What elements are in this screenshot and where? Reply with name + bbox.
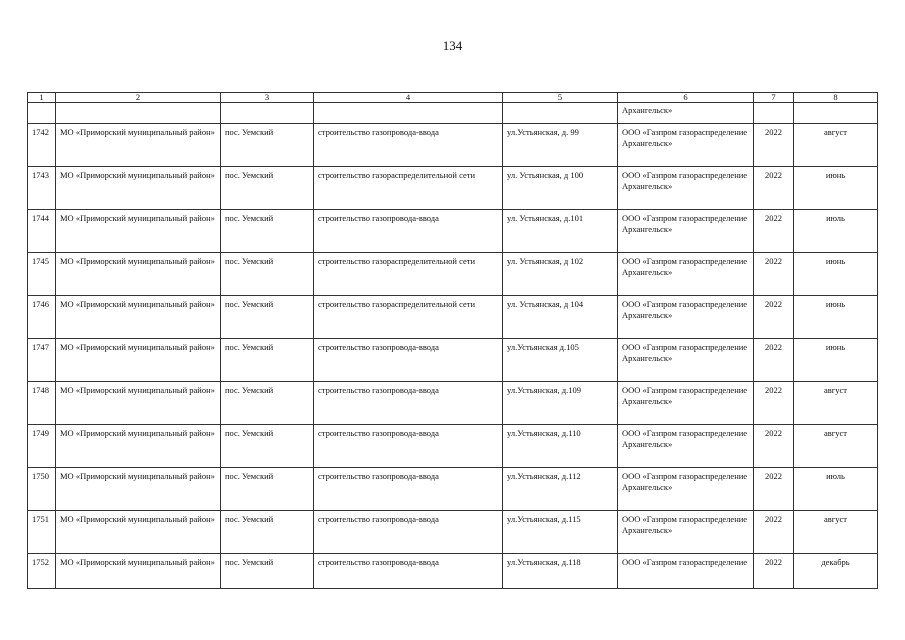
settlement-cell: пос. Уемский xyxy=(221,511,314,554)
address-cell: ул. Устьянская, д 104 xyxy=(503,296,618,339)
year-cell: 2022 xyxy=(754,468,794,511)
district-cell: МО «Приморский муниципальный район» xyxy=(56,511,221,554)
year-cell: 2022 xyxy=(754,210,794,253)
page-number: 134 xyxy=(442,38,463,53)
company-cell: ООО «Газпром газораспределение Архангельск» xyxy=(618,339,754,382)
work-type-cell: строительство газораспределительной сети xyxy=(314,296,503,339)
district-cell: МО «Приморский муниципальный район» xyxy=(56,339,221,382)
work-type-cell: строительство газопровода-ввода xyxy=(314,468,503,511)
company-cell: ООО «Газпром газораспределение Архангельск» xyxy=(618,511,754,554)
month-cell: июль xyxy=(794,210,878,253)
month-cell: август xyxy=(794,124,878,167)
column-number: 3 xyxy=(221,93,314,103)
settlement-cell: пос. Уемский xyxy=(221,339,314,382)
company-cell: ООО «Газпром газораспределение Архангельск» xyxy=(618,167,754,210)
table-cell xyxy=(221,103,314,124)
district-cell: МО «Приморский муниципальный район» xyxy=(56,382,221,425)
continuation-row xyxy=(28,103,878,124)
company-cell: ООО «Газпром газораспределение Архангельск» xyxy=(618,382,754,425)
year-cell: 2022 xyxy=(754,124,794,167)
column-number: 1 xyxy=(28,93,56,103)
address-cell: ул.Устьянская д.105 xyxy=(503,339,618,382)
column-number: 5 xyxy=(503,93,618,103)
year-cell: 2022 xyxy=(754,511,794,554)
work-type-cell: строительство газопровода-ввода xyxy=(314,554,503,589)
month-cell: июнь xyxy=(794,167,878,210)
district-cell: МО «Приморский муниципальный район» xyxy=(56,167,221,210)
address-cell: ул.Устьянская, д.118 xyxy=(503,554,618,589)
settlement-cell: пос. Уемский xyxy=(221,425,314,468)
table-row xyxy=(28,253,878,296)
work-type-cell: строительство газораспределительной сети xyxy=(314,167,503,210)
row-number-cell: 1750 xyxy=(28,468,56,511)
address-cell: ул.Устьянская, д. 99 xyxy=(503,124,618,167)
table-cell xyxy=(314,103,503,124)
row-number-cell: 1747 xyxy=(28,339,56,382)
table-row xyxy=(28,554,878,589)
table-row xyxy=(28,468,878,511)
row-number-cell: 1742 xyxy=(28,124,56,167)
work-type-cell: строительство газопровода-ввода xyxy=(314,425,503,468)
work-type-cell: строительство газопровода-ввода xyxy=(314,210,503,253)
table-cell xyxy=(56,103,221,124)
month-cell: июнь xyxy=(794,253,878,296)
month-cell: август xyxy=(794,425,878,468)
table-row xyxy=(28,339,878,382)
column-number-row xyxy=(28,93,878,103)
gasification-table xyxy=(27,92,878,589)
company-cell: ООО «Газпром газораспределение Архангельск» xyxy=(618,296,754,339)
year-cell: 2022 xyxy=(754,382,794,425)
settlement-cell: пос. Уемский xyxy=(221,468,314,511)
district-cell: МО «Приморский муниципальный район» xyxy=(56,124,221,167)
work-type-cell: строительство газопровода-ввода xyxy=(314,382,503,425)
address-cell: ул.Устьянская, д.115 xyxy=(503,511,618,554)
settlement-cell: пос. Уемский xyxy=(221,253,314,296)
work-type-cell: строительство газопровода-ввода xyxy=(314,511,503,554)
table-row xyxy=(28,167,878,210)
table-cell xyxy=(754,103,794,124)
row-number-cell: 1752 xyxy=(28,554,56,589)
settlement-cell: пос. Уемский xyxy=(221,124,314,167)
company-cell: ООО «Газпром газораспределение Архангельск» xyxy=(618,253,754,296)
table-row xyxy=(28,511,878,554)
company-cell: ООО «Газпром газораспределение Архангельск» xyxy=(618,468,754,511)
row-number-cell: 1745 xyxy=(28,253,56,296)
settlement-cell: пос. Уемский xyxy=(221,210,314,253)
month-cell: июнь xyxy=(794,296,878,339)
address-cell: ул. Устьянская, д.101 xyxy=(503,210,618,253)
company-cell: ООО «Газпром газораспределение Архангельск» xyxy=(618,124,754,167)
year-cell: 2022 xyxy=(754,167,794,210)
column-number: 2 xyxy=(56,93,221,103)
month-cell: август xyxy=(794,511,878,554)
table-cell xyxy=(503,103,618,124)
work-type-cell: строительство газопровода-ввода xyxy=(314,339,503,382)
district-cell: МО «Приморский муниципальный район» xyxy=(56,554,221,589)
table-row xyxy=(28,296,878,339)
settlement-cell: пос. Уемский xyxy=(221,554,314,589)
table-cell xyxy=(28,103,56,124)
year-cell: 2022 xyxy=(754,296,794,339)
row-number-cell: 1748 xyxy=(28,382,56,425)
month-cell: июнь xyxy=(794,339,878,382)
year-cell: 2022 xyxy=(754,253,794,296)
company-cell: ООО «Газпром газораспределение Архангельск» xyxy=(618,210,754,253)
settlement-cell: пос. Уемский xyxy=(221,382,314,425)
work-type-cell: строительство газопровода-ввода xyxy=(314,124,503,167)
address-cell: ул.Устьянская, д.110 xyxy=(503,425,618,468)
column-number: 8 xyxy=(794,93,878,103)
table-cell xyxy=(794,103,878,124)
table-row xyxy=(28,382,878,425)
year-cell: 2022 xyxy=(754,554,794,589)
settlement-cell: пос. Уемский xyxy=(221,167,314,210)
district-cell: МО «Приморский муниципальный район» xyxy=(56,425,221,468)
row-number-cell: 1746 xyxy=(28,296,56,339)
district-cell: МО «Приморский муниципальный район» xyxy=(56,296,221,339)
month-cell: июль xyxy=(794,468,878,511)
column-number: 6 xyxy=(618,93,754,103)
district-cell: МО «Приморский муниципальный район» xyxy=(56,210,221,253)
address-cell: ул. Устьянская, д 102 xyxy=(503,253,618,296)
table-row xyxy=(28,425,878,468)
row-number-cell: 1751 xyxy=(28,511,56,554)
company-cell: ООО «Газпром газораспределение Архангельск» xyxy=(618,425,754,468)
district-cell: МО «Приморский муниципальный район» xyxy=(56,253,221,296)
row-number-cell: 1749 xyxy=(28,425,56,468)
address-cell: ул.Устьянская, д.109 xyxy=(503,382,618,425)
settlement-cell: пос. Уемский xyxy=(221,296,314,339)
month-cell: декабрь xyxy=(794,554,878,589)
work-type-cell: строительство газораспределительной сети xyxy=(314,253,503,296)
year-cell: 2022 xyxy=(754,339,794,382)
address-cell: ул.Устьянская, д.112 xyxy=(503,468,618,511)
year-cell: 2022 xyxy=(754,425,794,468)
column-number: 7 xyxy=(754,93,794,103)
table-row xyxy=(28,124,878,167)
row-number-cell: 1744 xyxy=(28,210,56,253)
company-cell: Архангельск» xyxy=(618,103,754,124)
district-cell: МО «Приморский муниципальный район» xyxy=(56,468,221,511)
row-number-cell: 1743 xyxy=(28,167,56,210)
column-number: 4 xyxy=(314,93,503,103)
month-cell: август xyxy=(794,382,878,425)
table-row xyxy=(28,210,878,253)
address-cell: ул. Устьянская, д 100 xyxy=(503,167,618,210)
company-cell: ООО «Газпром газораспределение xyxy=(618,554,754,589)
